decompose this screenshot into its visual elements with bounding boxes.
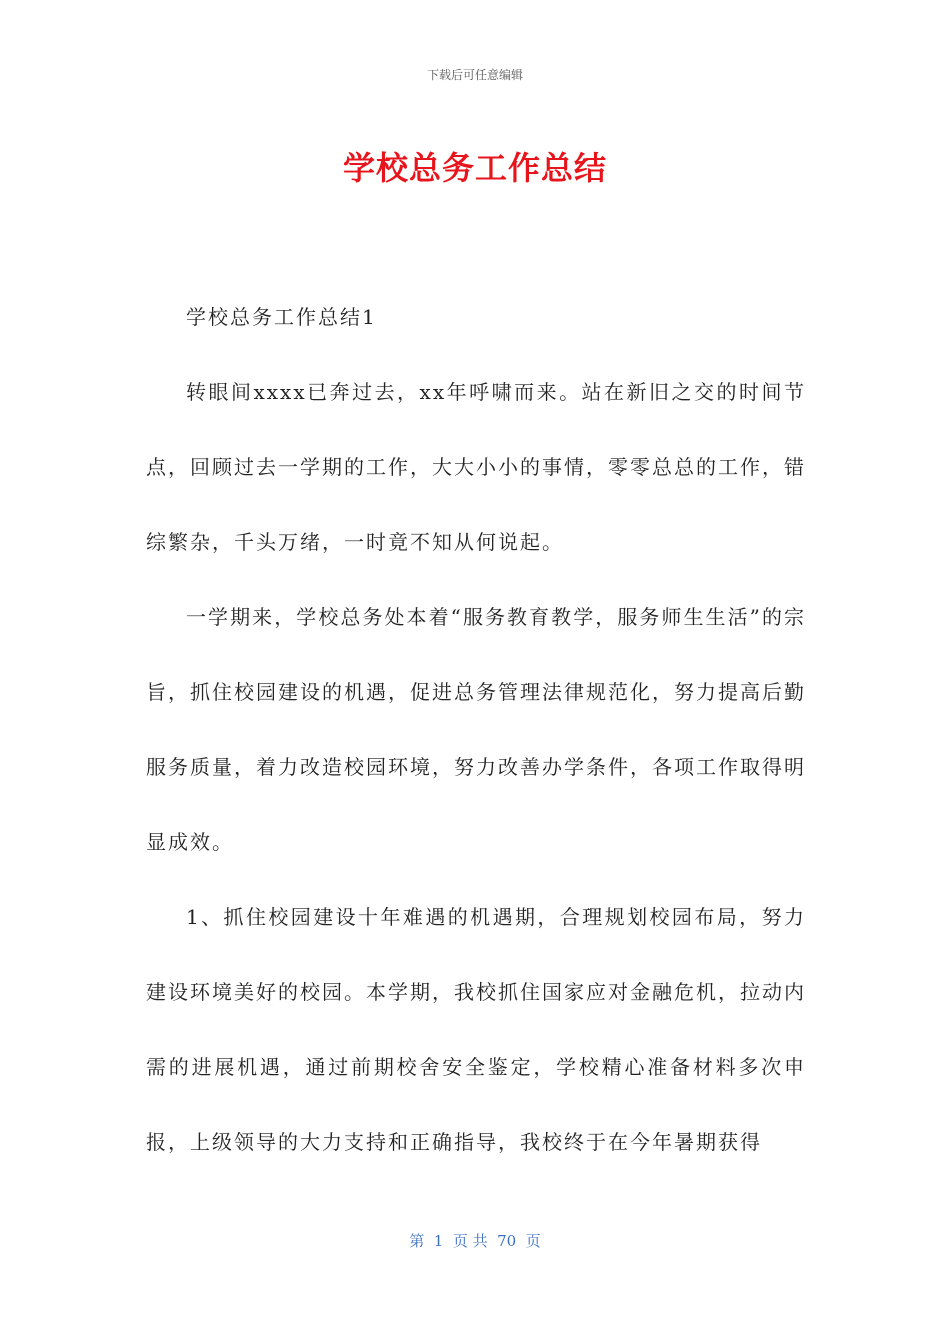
paragraph-item-1: 1、抓住校园建设十年难遇的机遇期，合理规划校园布局，努力建设环境美好的校园。本学期，我校抓住国家应对金融危机，拉动内需的进展机遇，通过前期校舍安全鉴定，学校精心准备材料多次申报，上级领导的大力支持和正确指导，我校终于在今年暑期获得: [146, 905, 806, 1154]
document-title: 学校总务工作总结: [342, 149, 607, 187]
paragraph-summary: 一学期来，学校总务处本着“服务教育教学，服务师生生活”的宗旨，抓住校园建设的机遇，促进总务管理法律规范化，努力提高后勤服务质量，着力改造校园环境，努力改善办学条件，各项工作取得明显成效。: [146, 605, 806, 854]
document-body: [146, 280, 806, 1180]
paragraph-heading: 学校总务工作总结1: [186, 305, 377, 329]
page-number-footer: 第 1 页 共 70 页: [409, 1232, 541, 1250]
header-note: 下载后可任意编辑: [426, 68, 523, 82]
paragraph-intro: 转眼间xxxx已奔过去，xx年呼啸而来。站在新旧之交的时间节点，回顾过去一学期的工作，大大小小的事情，零零总总的工作，错综繁杂，千头万绪，一时竟不知从何说起。: [146, 380, 806, 554]
